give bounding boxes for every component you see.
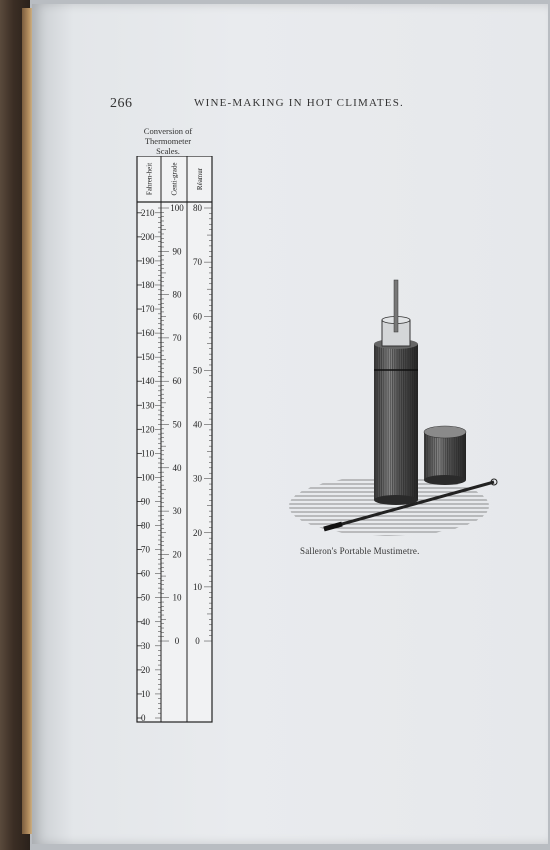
centigrade-label: 90 — [172, 246, 182, 257]
fahrenheit-label: 60 — [141, 568, 150, 579]
scale-column-header: Centi-grade — [170, 162, 179, 196]
fahrenheit-label: 90 — [141, 496, 150, 507]
fahrenheit-label: 140 — [141, 376, 155, 387]
reamur-label: 30 — [193, 473, 202, 484]
scale-column-header: Fahren-heit — [145, 162, 154, 196]
fahrenheit-label: 100 — [141, 472, 155, 483]
fahrenheit-label: 150 — [141, 352, 155, 363]
running-head-title: WINE-MAKING IN HOT CLIMATES. — [194, 97, 404, 109]
centigrade-label: 40 — [172, 462, 182, 473]
fahrenheit-label: 190 — [141, 255, 155, 266]
fahrenheit-label: 160 — [141, 328, 155, 339]
fahrenheit-label: 80 — [141, 520, 150, 531]
reamur-label: 20 — [193, 527, 202, 538]
scale-caption-line: Conversion of — [143, 126, 193, 136]
fahrenheit-label: 200 — [141, 231, 155, 242]
centigrade-label: 70 — [172, 332, 182, 343]
fahrenheit-label: 70 — [141, 544, 150, 555]
book-page — [32, 4, 548, 844]
centigrade-label: 100 — [170, 203, 184, 213]
page-number: 266 — [110, 96, 133, 111]
mustimetre-lid — [424, 426, 466, 485]
fahrenheit-label: 20 — [141, 664, 150, 675]
centigrade-label: 20 — [172, 549, 182, 560]
thermometer-conversion-scale — [135, 156, 215, 728]
centigrade-label: 60 — [172, 376, 182, 387]
reamur-label: 60 — [193, 311, 202, 322]
scale-figure-caption — [128, 126, 208, 156]
fahrenheit-label: 120 — [141, 424, 155, 435]
scale-caption-line: Thermometer — [144, 136, 192, 146]
centigrade-label: 0 — [174, 636, 180, 647]
reamur-label: 10 — [193, 581, 202, 592]
fahrenheit-label: 40 — [141, 616, 150, 627]
fahrenheit-label: 130 — [141, 400, 155, 411]
centigrade-label: 10 — [172, 592, 182, 603]
mustimetre-illustration — [264, 274, 504, 542]
fahrenheit-label: 180 — [141, 279, 155, 290]
centigrade-label: 50 — [172, 419, 182, 430]
reamur-label: 50 — [193, 365, 202, 376]
mustimetre-cylinder — [374, 280, 418, 505]
reamur-label: 40 — [193, 419, 202, 430]
reamur-label: 80 — [193, 203, 202, 213]
fahrenheit-label: 110 — [141, 448, 155, 459]
mustimetre-caption: Salleron's Portable Mustimetre. — [300, 546, 420, 556]
reamur-label: 0 — [195, 636, 200, 647]
scale-column-header: Réamur — [196, 167, 204, 191]
centigrade-label: 30 — [172, 506, 182, 517]
fahrenheit-label: 170 — [141, 304, 155, 315]
fahrenheit-label: 210 — [141, 207, 155, 218]
fahrenheit-label: 0 — [141, 713, 146, 723]
fahrenheit-label: 50 — [141, 592, 150, 603]
reamur-label: 70 — [193, 257, 202, 268]
scale-caption-line: Scales. — [156, 146, 180, 156]
centigrade-label: 80 — [172, 289, 182, 300]
fahrenheit-label: 10 — [141, 688, 150, 699]
fahrenheit-label: 30 — [141, 640, 150, 651]
